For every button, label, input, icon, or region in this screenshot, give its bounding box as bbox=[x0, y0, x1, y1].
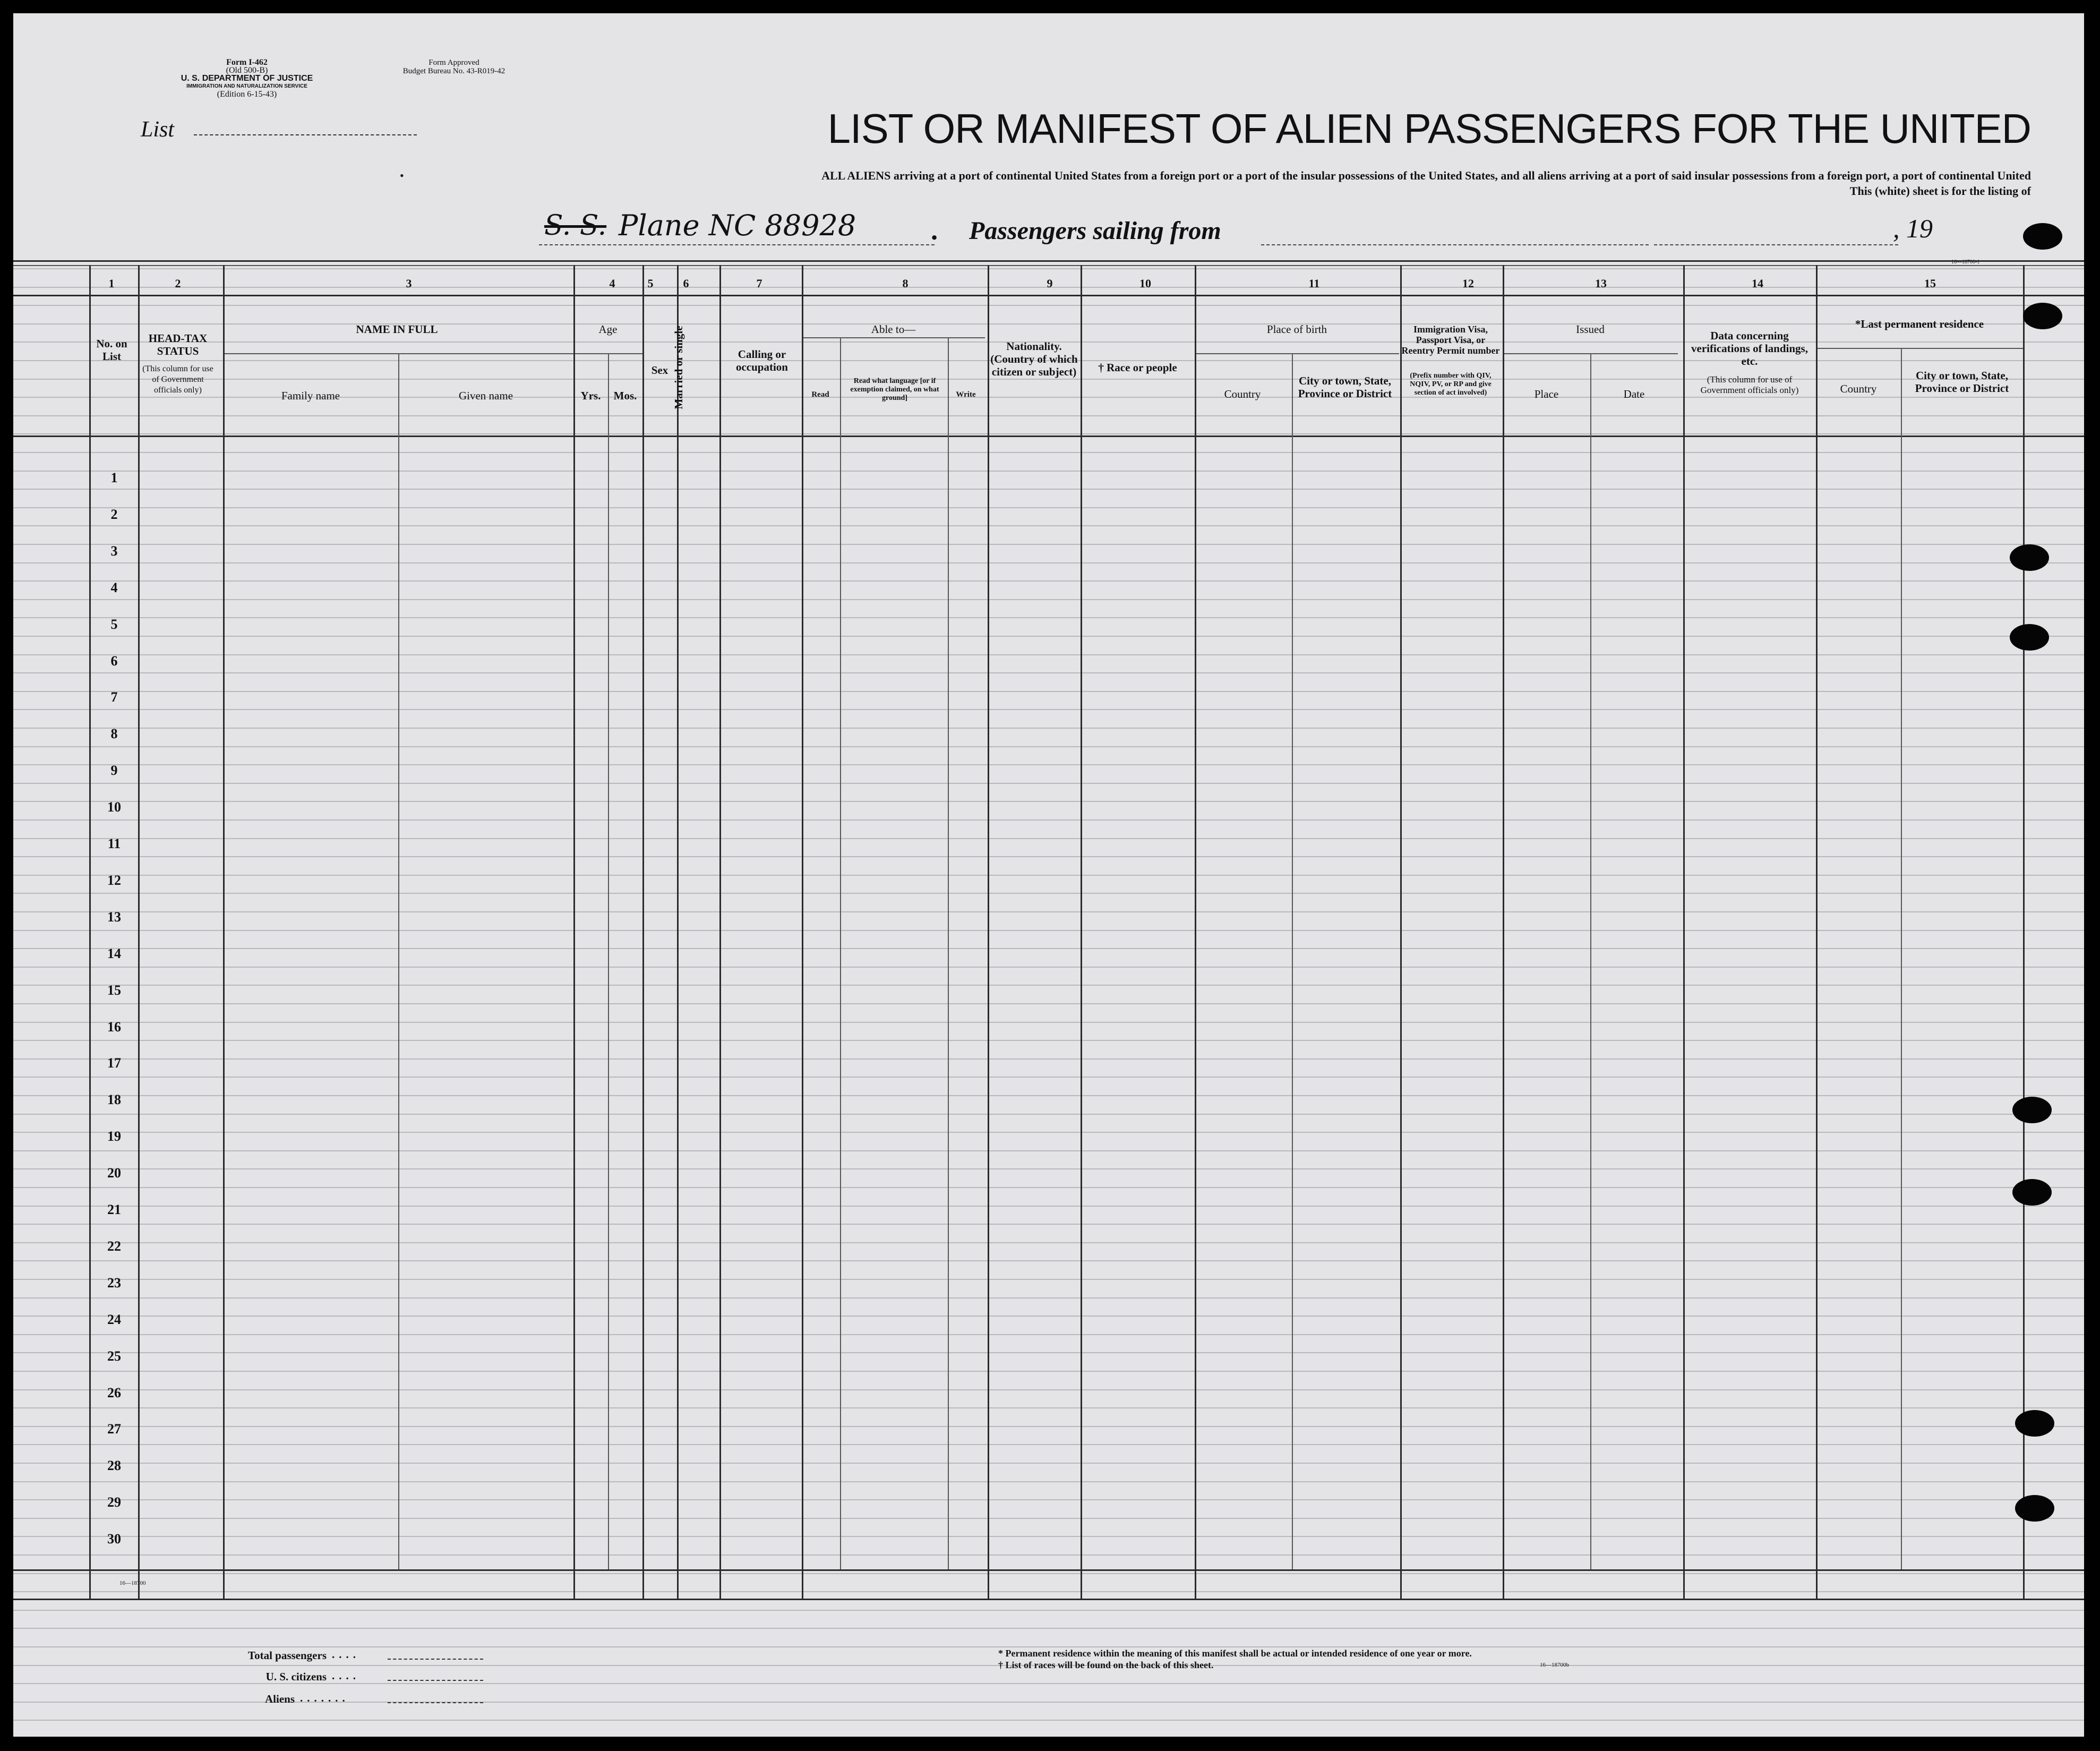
ruled-line bbox=[13, 709, 2084, 710]
row-number-3: 3 bbox=[110, 543, 118, 559]
ruled-line bbox=[13, 930, 2084, 931]
ruled-line bbox=[13, 838, 2084, 839]
row-number-17: 17 bbox=[107, 1055, 121, 1071]
grid-line bbox=[1901, 348, 1902, 1569]
page-title: LIST OR MANIFEST OF ALIEN PASSENGERS FOR THE UNITED bbox=[827, 105, 2031, 152]
ruled-line bbox=[13, 1077, 2084, 1078]
asterisk-mark: • bbox=[400, 169, 404, 182]
punch-hole bbox=[2012, 1097, 2052, 1123]
head-tax-note: (This column for use of Government officials only) bbox=[142, 364, 213, 395]
row-number-13: 13 bbox=[107, 909, 121, 925]
ruled-line bbox=[13, 1646, 2084, 1647]
ruled-line bbox=[13, 580, 2084, 582]
ruled-line bbox=[13, 1628, 2084, 1629]
col-number-15: 15 bbox=[1924, 277, 1936, 290]
grid-line bbox=[13, 295, 2084, 296]
footnote-races: † List of races will be found on the back of this sheet. bbox=[998, 1660, 1214, 1670]
last-residence-header: *Last permanent residence bbox=[1855, 318, 1984, 330]
grid-line bbox=[13, 265, 2084, 266]
ruled-line bbox=[13, 967, 2084, 968]
visa-header: Immigration Visa, Passport Visa, or Reentry Permit number bbox=[1401, 324, 1500, 356]
row-number-7: 7 bbox=[110, 689, 118, 705]
nationality-header: Nationality. (Country of which citizen or subject) bbox=[990, 340, 1078, 378]
punch-hole bbox=[2015, 1410, 2054, 1437]
able-to-header: Able to— bbox=[871, 323, 916, 336]
grid-line bbox=[988, 265, 989, 1599]
row-number-29: 29 bbox=[107, 1494, 121, 1510]
ruled-line bbox=[13, 764, 2084, 765]
yrs-header: Yrs. bbox=[580, 389, 601, 402]
ruled-line bbox=[13, 1279, 2084, 1280]
no-on-list-header: No. on List bbox=[96, 337, 127, 363]
ruled-line bbox=[13, 1316, 2084, 1317]
ruled-line bbox=[13, 1132, 2084, 1133]
ruled-line bbox=[13, 489, 2084, 490]
given-name-header: Given name bbox=[458, 389, 513, 402]
row-number-5: 5 bbox=[110, 616, 118, 632]
col-number-9: 9 bbox=[1047, 277, 1053, 290]
service-name: IMMIGRATION AND NATURALIZATION SERVICE bbox=[186, 83, 307, 89]
row-number-1: 1 bbox=[110, 470, 118, 485]
approval-line1: Form Approved bbox=[428, 58, 479, 67]
ruled-line bbox=[13, 1720, 2084, 1721]
grid-line bbox=[1195, 353, 1399, 354]
grid-line bbox=[13, 260, 2084, 262]
row-number-12: 12 bbox=[107, 872, 121, 888]
edition: (Edition 6-15-43) bbox=[217, 90, 277, 99]
row-number-8: 8 bbox=[110, 726, 118, 742]
ss-label: S. S. bbox=[544, 210, 607, 242]
place-of-birth-header: Place of birth bbox=[1266, 323, 1327, 336]
grid-line bbox=[13, 435, 2084, 437]
ruled-line bbox=[13, 507, 2084, 508]
grid-line bbox=[642, 265, 644, 1599]
mos-header: Mos. bbox=[613, 389, 637, 402]
ruled-line bbox=[13, 856, 2084, 857]
passengers-sailing-label: Passengers sailing from bbox=[969, 217, 1221, 245]
ruled-line bbox=[13, 691, 2084, 692]
row-number-15: 15 bbox=[107, 982, 121, 998]
ruled-line bbox=[13, 783, 2084, 784]
aliens-label: Aliens bbox=[264, 1693, 295, 1705]
grid-line bbox=[2023, 265, 2025, 1599]
department-name: U. S. DEPARTMENT OF JUSTICE bbox=[181, 74, 313, 83]
row-number-11: 11 bbox=[107, 836, 121, 851]
grid-line bbox=[948, 337, 949, 1569]
col-number-11: 11 bbox=[1308, 277, 1320, 290]
form-info bbox=[146, 58, 348, 98]
grid-line bbox=[1683, 265, 1685, 1599]
row-number-24: 24 bbox=[107, 1311, 121, 1327]
name-in-full-header: NAME IN FULL bbox=[356, 323, 438, 336]
approval-note bbox=[380, 58, 528, 75]
ruled-line bbox=[13, 471, 2084, 472]
row-number-19: 19 bbox=[107, 1129, 121, 1144]
ruled-line bbox=[13, 599, 2084, 600]
issued-place-header: Place bbox=[1534, 388, 1559, 400]
ruled-line bbox=[13, 1187, 2084, 1188]
head-tax-header: HEAD-TAX STATUS bbox=[148, 332, 208, 357]
age-header: Age bbox=[598, 323, 618, 336]
ruled-line bbox=[13, 1371, 2084, 1372]
sailing-date-field[interactable] bbox=[1654, 244, 1898, 245]
grid-line bbox=[608, 353, 609, 1569]
top-print-code: 16—18700-1 bbox=[1951, 259, 1980, 265]
married-single-header: Married or single bbox=[672, 326, 685, 409]
col-number-5: 5 bbox=[647, 277, 654, 290]
row-number-25: 25 bbox=[107, 1348, 121, 1364]
row-number-4: 4 bbox=[110, 579, 118, 595]
ruled-line bbox=[13, 1573, 2084, 1574]
ruled-line bbox=[13, 911, 2084, 912]
ruled-line bbox=[13, 1058, 2084, 1060]
ruled-line bbox=[13, 1352, 2084, 1353]
ruled-line bbox=[13, 1224, 2084, 1225]
grid-line bbox=[398, 353, 399, 1569]
row-number-9: 9 bbox=[110, 763, 118, 779]
aliens-field[interactable] bbox=[388, 1702, 483, 1703]
ruled-line bbox=[13, 1040, 2084, 1041]
ruled-line bbox=[13, 819, 2084, 821]
col-number-1: 1 bbox=[108, 277, 115, 290]
grid-line bbox=[802, 265, 803, 1599]
ruled-line bbox=[13, 1499, 2084, 1500]
approval-line2: Budget Bureau No. 43-R019-42 bbox=[402, 67, 505, 75]
total-passengers-field[interactable] bbox=[388, 1659, 483, 1660]
ruled-line bbox=[13, 305, 2084, 306]
birth-city-header: City or town, State, Province or District bbox=[1298, 374, 1392, 400]
ruled-line bbox=[13, 415, 2084, 416]
vessel-name-field[interactable]: Plane NC 88928 bbox=[619, 209, 856, 242]
ruled-line bbox=[13, 1591, 2084, 1592]
ruled-line bbox=[13, 1206, 2084, 1207]
col-number-4: 4 bbox=[609, 277, 615, 290]
row-number-18: 18 bbox=[107, 1092, 121, 1108]
ruled-line bbox=[13, 746, 2084, 747]
grid-line bbox=[1400, 265, 1402, 1599]
instructions-line-2: This (white) sheet is for the listing of bbox=[1849, 184, 2031, 198]
data-verification-note: (This column for use of Government officials only) bbox=[1700, 374, 1799, 395]
ruled-line bbox=[13, 1518, 2084, 1519]
ruled-line bbox=[13, 636, 2084, 637]
ruled-line bbox=[13, 1463, 2084, 1464]
year-prefix: , 19 bbox=[1893, 213, 1933, 243]
grid-line bbox=[13, 1599, 2084, 1600]
grid-line bbox=[138, 265, 140, 1599]
col-number-7: 7 bbox=[756, 277, 762, 290]
grid-line bbox=[1195, 265, 1196, 1599]
write-header: Write bbox=[956, 390, 976, 399]
ruled-line bbox=[13, 1444, 2084, 1445]
vessel-underline bbox=[539, 244, 935, 245]
ruled-line bbox=[13, 1003, 2084, 1004]
residence-city-header: City or town, State, Province or District bbox=[1915, 369, 2009, 395]
row-number-30: 30 bbox=[107, 1531, 121, 1547]
ruled-line bbox=[13, 433, 2084, 434]
grid-line bbox=[223, 265, 225, 1599]
punch-hole bbox=[2010, 624, 2049, 651]
row-number-21: 21 bbox=[107, 1202, 121, 1217]
ruled-line bbox=[13, 1242, 2084, 1243]
ruled-line bbox=[13, 672, 2084, 673]
row-number-27: 27 bbox=[107, 1421, 121, 1437]
row-number-10: 10 bbox=[107, 799, 121, 815]
row-number-22: 22 bbox=[107, 1238, 121, 1254]
grid-line bbox=[89, 265, 91, 1599]
ruled-line bbox=[13, 1389, 2084, 1390]
grid-line bbox=[573, 265, 575, 1599]
birth-country-header: Country bbox=[1224, 388, 1261, 400]
ruled-line bbox=[13, 525, 2084, 526]
us-citizens-field[interactable] bbox=[388, 1680, 483, 1681]
col-number-2: 2 bbox=[175, 277, 181, 290]
ruled-line bbox=[13, 1260, 2084, 1261]
ruled-line bbox=[13, 1334, 2084, 1335]
instructions-line-1: ALL ALIENS arriving at a port of continental United States from a foreign port or a port of the insular possessions of the United States, and all aliens arriving at a port of said insular possessions from a foreign port, a port of continental United bbox=[821, 169, 2031, 182]
ruled-line bbox=[13, 268, 2084, 269]
ruled-line bbox=[13, 1168, 2084, 1169]
ruled-line bbox=[13, 1114, 2084, 1115]
row-number-23: 23 bbox=[107, 1275, 121, 1291]
family-name-header: Family name bbox=[281, 389, 340, 402]
visa-note: (Prefix number with QIV, NQIV, PV, or RP and give section of act involved) bbox=[1410, 372, 1492, 397]
race-header: † Race or people bbox=[1098, 361, 1177, 374]
ruled-line bbox=[13, 728, 2084, 729]
ruled-line bbox=[13, 544, 2084, 545]
ruled-line bbox=[13, 801, 2084, 802]
grid-line bbox=[719, 265, 721, 1599]
grid-line bbox=[840, 337, 841, 1569]
punch-hole bbox=[2010, 544, 2049, 571]
grid-line bbox=[1816, 348, 2023, 349]
footnote-residence: * Permanent residence within the meaning of this manifest shall be actual or intended residence of one year or more. bbox=[998, 1648, 1472, 1659]
calling-header: Calling or occupation bbox=[735, 348, 788, 373]
row-number-16: 16 bbox=[107, 1019, 121, 1035]
grid-line bbox=[677, 265, 679, 1599]
ruled-line bbox=[13, 562, 2084, 563]
col-number-12: 12 bbox=[1462, 277, 1474, 290]
punch-hole bbox=[2015, 1495, 2054, 1522]
row-number-28: 28 bbox=[107, 1458, 121, 1474]
ruled-line bbox=[13, 985, 2084, 986]
grid-line bbox=[1503, 265, 1504, 1599]
row-number-2: 2 bbox=[110, 506, 118, 522]
ruled-line bbox=[13, 1426, 2084, 1427]
ruled-line bbox=[13, 875, 2084, 876]
issued-date-header: Date bbox=[1623, 388, 1645, 400]
footer-code: 16—18700b bbox=[1540, 1662, 1569, 1668]
row-number-26: 26 bbox=[107, 1385, 121, 1400]
col-number-6: 6 bbox=[683, 277, 689, 290]
grid-line bbox=[802, 337, 985, 338]
ruled-line bbox=[13, 948, 2084, 949]
grid-line bbox=[1292, 353, 1293, 1569]
old-form-number: (Old 500-B) bbox=[226, 66, 268, 75]
punch-hole bbox=[2023, 303, 2062, 329]
grid-line bbox=[1816, 265, 1818, 1599]
ruled-line bbox=[13, 452, 2084, 453]
col-number-8: 8 bbox=[902, 277, 908, 290]
list-label: List bbox=[141, 117, 175, 142]
manifest-sheet: Form I-462 (Old 500-B) U. S. DEPARTMENT OF JUSTICE IMMIGRATION AND NATURALIZATION SERVICE (Edition 6-15-43) Form Approved Budget Bureau No. 43-R019-42 List LIST OR MANIFEST OF ALIEN PASSENGERS FOR THE UNITED ALL ALIENS arriving at a port of continental United States from a foreign port or a port of the insular possessions of the United States, and all aliens arriving at a port of said insular possessions from a foreign port, a port of continental United This (white) sheet is for the listing of • S. S. Plane NC 88928 . Passengers sailing from , 19 16—18700-1 1 2 3 4 5 6 7 8 9 10 11 12 13 14 15 No. on List HEAD-TAX STATUS (This column for use of Government officials only) NAME IN FULL Family name Given name Age Yrs. Mos. Sex Married or single Calling or occupation Able to— Read Read what language [or if exemption claimed, on what ground] Write Nationality. (Country of which citizen or subject) † Race or people Place of birth Country City or town, State, Province or District Immigration Visa, Passport Visa, or Reentry Permit number (Prefix number with QIV, NQIV, PV, or RP and give section of act involved) Issued Place Date Data concerning verifications of landings, etc. (This column for use of Government officials only) *Last permanent residence Country City or town, State, Province or District 1 2 3 4 5 6 7 8 9 10 11 12 13 14 15 16 17 18 19 20 21 22 23 24 25 26 27 28 29 30 16—18700 Total passengers .... U. S. citizens .... Aliens ....... * Permanent residence within the meaning of this manifest shall be actual or intended residence of one year or more. † List of races will be found on the back of this sheet. 16—18700b bbox=[13, 13, 2084, 1737]
ruled-line bbox=[13, 1536, 2084, 1537]
punch-hole bbox=[2012, 1179, 2052, 1206]
row-number-20: 20 bbox=[107, 1165, 121, 1181]
ruled-line bbox=[13, 1022, 2084, 1023]
read-header: Read bbox=[811, 390, 829, 399]
grid-line bbox=[13, 1569, 2084, 1571]
residence-country-header: Country bbox=[1840, 382, 1877, 395]
ruled-line bbox=[13, 893, 2084, 894]
grid-line bbox=[1081, 265, 1082, 1599]
form-number: Form I-462 bbox=[226, 58, 268, 67]
ruled-line bbox=[13, 1297, 2084, 1299]
ruled-line bbox=[13, 617, 2084, 618]
read-language-header: Read what language [or if exemption claimed, on what ground] bbox=[850, 377, 939, 402]
issued-header: Issued bbox=[1576, 323, 1605, 336]
us-citizens-label: U. S. citizens bbox=[265, 1670, 327, 1683]
grid-line bbox=[1590, 353, 1591, 1569]
ruled-line bbox=[13, 1610, 2084, 1611]
col-number-14: 14 bbox=[1752, 277, 1763, 290]
punch-hole bbox=[2023, 223, 2062, 250]
col-number-10: 10 bbox=[1139, 277, 1151, 290]
sailing-from-field[interactable] bbox=[1261, 244, 1649, 245]
ruled-line bbox=[13, 1554, 2084, 1556]
ruled-line bbox=[13, 1150, 2084, 1151]
print-code: 16—18700 bbox=[119, 1580, 146, 1586]
row-number-14: 14 bbox=[107, 945, 121, 961]
list-number-field[interactable] bbox=[194, 134, 417, 135]
ruled-line bbox=[13, 1095, 2084, 1096]
ruled-line bbox=[13, 1407, 2084, 1408]
col-number-3: 3 bbox=[406, 277, 412, 290]
total-passengers-label: Total passengers bbox=[248, 1649, 327, 1662]
sex-header: Sex bbox=[651, 364, 668, 377]
ruled-line bbox=[13, 1481, 2084, 1482]
col-number-13: 13 bbox=[1595, 277, 1607, 290]
row-number-6: 6 bbox=[110, 653, 118, 669]
ruled-line bbox=[13, 654, 2084, 655]
data-verification-header: Data concerning verifications of landings, etc. bbox=[1691, 329, 1808, 368]
